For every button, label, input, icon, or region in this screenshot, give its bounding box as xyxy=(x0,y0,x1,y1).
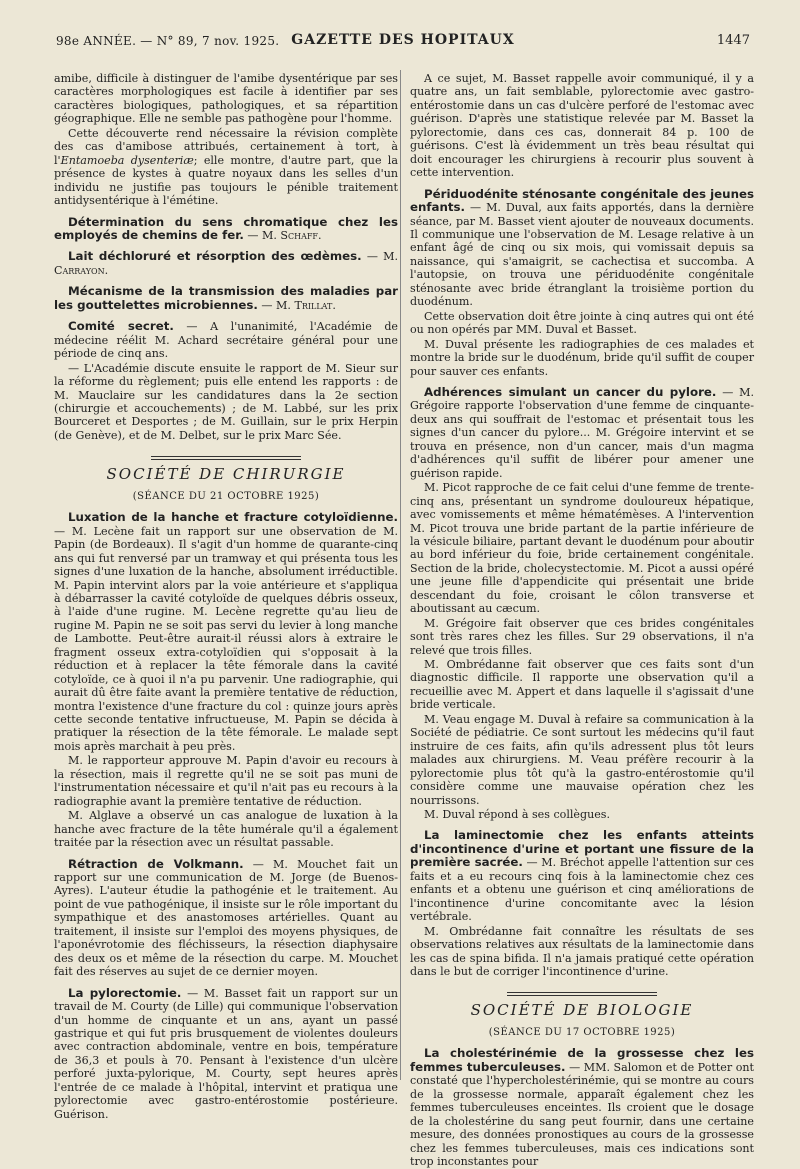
paragraph: M. Picot rapproche de ce fait celui d'une femme de trente-cinq ans, présentant un syndrome douloureux hépatique, avec vomissements et même hématémèses. A l'intervention M. Picot trouva une bride partant de la partie inférieure de la vésicule biliaire, partant devant le duodénum pour aboutir au bord inférieur du foie, bride certainement congénitale. Section de la bride, cholecystectomie. M. Picot a aussi opéré une jeune fille d'appendicite qui présentait une bride descendant du foie, croisant le côlon transverse et aboutissant au cæcum. xyxy=(410,481,754,616)
paragraph: M. Grégoire fait observer que ces brides congénitales sont très rares chez les filles. Sur 29 observations, il n'a relevé que trois filles. xyxy=(410,616,754,657)
society-heading xyxy=(410,992,754,1039)
section-title: Comité secret. xyxy=(68,319,174,334)
section-trillat: Mécanisme de la transmission des maladies par les gouttelettes microbiennes. — M. Trillat. xyxy=(54,284,398,312)
heading-rule xyxy=(507,992,657,996)
section-comite-secret: Comité secret. — A l'unanimité, l'Académie de médecine réélit M. Achard secrétaire général pour une période de cinq ans. xyxy=(54,319,398,361)
section-pylorectomie: La pylorectomie. — M. Basset fait un rapport sur un travail de M. Courty (de Lille) qui communique l'observation d'un homme de cinquante et un ans, ayant un passé gastrique et qui fut pris brusquement de violentes douleurs avec contraction abdominale, ventre en bois, température de 36,3 et pouls à 70. Pensant à l'existence d'un ulcère perforé juxta-pylorique, M. Courty, sept heures après l'entrée de ce malade à l'hôpital, intervint et pratiqua une pylorectomie avec gastro-entérostomie postérieure. Guérison. xyxy=(54,985,399,1121)
society-title: SOCIÉTÉ DE BIOLOGIE xyxy=(470,1001,694,1020)
section-title: La pylorectomie. xyxy=(68,985,182,1000)
section-periduodenite: Périduodénite sténosante congénitale des jeunes enfants. — M. Duval, aux faits apportés, dans la dernière séance, par M. Basset vient ajouter de nouveaux documents. Il communique une l'observation de M. Lesage relative à un enfant âgé de cinq ou six mois, qui vomissait depuis sa naissance, qui s'amaigrit, se cachectisa et succomba. A l'autopsie, on trouva une périduodénite congénitale sténosante avec bride étranglant la troisième portion du duodénum. xyxy=(410,186,754,309)
section-volkmann: Rétraction de Volkmann. — M. Mouchet fait un rapport sur une communication de M. Jorge (de Buenos-Ayres). L'auteur étudie la pathogénie et le traitement. Au point de vue pathogénique, il insiste sur le rôle important du sympathique et des anastomoses artérielles. Quant au traitement, il insiste sur l'emploi des moyens physiques, de l'aponévrotomie des fléchisseurs, la résection diaphysaire des deux os et même de la résection du carpe. M. Mouchet fait des réserves au sujet de ce dernier moyen. xyxy=(54,856,398,979)
paragraph: M. Duval présente les radiographies de ces malades et montre la bride sur le duodénum, bride qu'il suffit de couper pour sauver ces enfants. xyxy=(410,337,754,378)
column-divider xyxy=(400,70,401,1080)
section-title: Mécanisme de la transmission des maladies par les gouttelettes microbiennes. xyxy=(54,284,398,312)
section-carrayon: Lait déchloruré et résorption des œdèmes. — M. Carrayon. xyxy=(54,249,398,277)
journal-title: GAZETTE DES HOPITAUX xyxy=(291,32,515,48)
issue-info: 98e ANNÉE. — N° 89, 7 nov. 1925. xyxy=(56,34,280,48)
section-title: Détermination du sens chromatique chez les employés de chemins de fer. xyxy=(54,214,398,242)
section-luxation: Luxation de la hanche et fracture cotyloïdienne. — M. Lecène fait un rapport sur une observation de M. Papin (de Bordeaux). Il s'agit d'un homme de quarante-cinq ans qui fut renversé par un tramway et qui présenta tous les signes d'une luxation de la hanche, absolument irréductible. M. Papin intervint alors par la voie antérieure et s'appliqua à débarrasser la cavité cotyloïde de quelques débris osseux, à l'aide d'une rugine. M. Lecène regrette qu'au lieu de rugine M. Papin ne se soit pas servi du levier à long manche de Lambotte. Peut-être aurait-il réussi alors à extraire le fragment osseux extra-cotyloïdien qui s'opposait à la réduction et à replacer la tête fémorale dans la cavité cotyloïde, ce à quoi il n'a pu parvenir. Une radiographie, qui aurait dû être faite avant la première tentative de réduction, montra l'existence d'une fracture du col : quinze jours après cette seconde tentative infructueuse, M. Papin se décida à pratiquer la résection de la tête fémorale. Le malade sept mois après marchait à peu près. xyxy=(54,510,398,753)
section-laminectomie: La laminectomie chez les enfants atteints d'incontinence d'urine et portant une fissure de la première sacrée. — M. Bréchot appelle l'attention sur ces faits et a eu recours cinq fois à la laminectomie chez ces enfants et a obtenu une guérison et cinq améliorations de l'incontinence d'urine concomitante avec la lésion vertébrale. xyxy=(410,828,754,924)
left-column xyxy=(54,72,398,1122)
page-number: 1447 xyxy=(716,33,750,48)
paragraph: Cette observation doit être jointe à cinq autres qui ont été ou non opérés par MM. Duval et Basset. xyxy=(410,309,754,337)
heading-rule xyxy=(151,456,301,460)
paragraph: M. Veau engage M. Duval à refaire sa communication à la Société de pédiatrie. Ce sont surtout les médecins qu'il faut instruire de ces faits, afin qu'ils adressent plus tôt leurs malades aux chirurgiens. M. Veau préfère recourir à la pylorectomie plus tôt qu'à la gastro-entérostomie qu'il considère comme une mauvaise opération chez les nourrissons. xyxy=(410,712,754,807)
section-title: Rétraction de Volkmann. xyxy=(68,856,244,871)
session-date: (SÉANCE DU 21 OCTOBRE 1925) xyxy=(132,490,320,502)
paragraph: M. Ombrédanne fait connaître les résultats de ses observations relatives aux résultats de la laminectomie dans les cas de spina bifida. Il n'a jamais pratiqué cette opération dans le but de corriger l'incontinence d'urine. xyxy=(410,924,754,978)
section-title: Lait déchloruré et résorption des œdèmes. xyxy=(68,249,362,264)
paragraph: Cette découverte rend nécessaire la révision complète des cas d'amibose attribués, certainement à tort, à l'Entamoeba dysenteriæ; elle montre, d'autre part, que la présence de kystes à quatre noyaux dans les selles d'un individu ne justifie pas toujours le pénible traitement antidysentérique à l'émétine. xyxy=(54,126,398,208)
section-schaff: Détermination du sens chromatique chez les employés de chemins de fer. — M. Schaff. xyxy=(54,214,398,242)
page-header xyxy=(56,30,750,56)
session-date: (SÉANCE DU 17 OCTOBRE 1925) xyxy=(488,1026,676,1038)
section-title: Périduodénite sténosante congénitale des jeunes enfants. xyxy=(410,186,754,215)
paragraph: M. Ombrédanne fait observer que ces faits sont d'un diagnostic difficile. Il rapporte une observation qu'il a recueillie avec M. Appert et dans laquelle il s'agissait d'une bride verticale. xyxy=(410,658,754,712)
section-title: La laminectomie chez les enfants atteints d'incontinence d'urine et portant une fissure de la première sacrée. xyxy=(410,828,754,870)
section-cholesterinemie: La cholestérinémie de la grossesse chez les femmes tuberculeuses. — MM. Salomon et de Potter ont constaté que l'hypercholestérinémie, qui se montre au cours de la grossesse normale, apparaît également chez les femmes tuberculeuses enceintes. Ils croient que le dosage de la cholestérine du sang peut fournir, dans une certaine mesure, des données pronostiques au cours de la grossesse chez les femmes tuberculeuses, mais ces indications sont trop inconstantes pour xyxy=(410,1046,754,1168)
paragraph: A ce sujet, M. Basset rappelle avoir communiqué, il y a quatre ans, un fait semblable, pylorectomie avec gastro-entérostomie dans un cas d'ulcère perforé de l'estomac avec guérison. D'après une statistique relevée par M. Basset la pylorectomie, dans ces cas, donnerait 84 p. 100 de guérisons. C'est là évidemment un très beau résultat qui doit encourager les chirurgiens à recourir plus souvent à cette intervention. xyxy=(410,72,754,180)
section-adherences: Adhérences simulant un cancer du pylore. — M. Grégoire rapporte l'observation d'une femme de cinquante-deux ans qui souffrait de l'estomac et présentait tous les signes d'un cancer du pylore... M. Grégoire intervint et se trouva en présence, non d'un cancer, mais d'un magma d'adhérences qu'il suffit de libérer pour amener une guérison rapide. xyxy=(410,384,754,480)
paragraph: M. le rapporteur approuve M. Papin d'avoir eu recours à la résection, mais il regrette qu'il ne se soit pas muni de l'instrumentation nécessaire et qu'il n'ait pas eu recours à la radiographie avant la première tentative de réduction. xyxy=(54,754,398,808)
paragraph: M. Alglave a observé un cas analogue de luxation à la hanche avec fracture de la tête humérale qu'il a également traitée par la résection avec un résultat passable. xyxy=(54,809,398,850)
paragraph: M. Duval répond à ses collègues. xyxy=(424,808,611,822)
society-title: SOCIÉTÉ DE CHIRURGIE xyxy=(106,465,346,484)
section-title: La cholestérinémie de la grossesse chez les femmes tuberculeuses. xyxy=(410,1046,754,1074)
society-heading xyxy=(54,456,398,503)
section-title: Adhérences simulant un cancer du pylore. xyxy=(424,384,717,399)
paragraph: — L'Académie discute ensuite le rapport de M. Sieur sur la réforme du règlement; puis elle entend les rapports : de M. Mauclaire sur les candidatures dans la 2e section (chirurgie et accouchements) ; de M. Labbé, sur les prix Bourceret et Desportes ; de M. Guillain, sur le prix Herpin (de Genève), et de M. Delbet, sur le prix Marc Sée. xyxy=(54,361,398,442)
paragraph: amibe, difficile à distinguer de l'amibe dysentérique par ses caractères morphologiques est facile à identifier par ses caractères biologiques, pathologiques, et sa répartition géographique. Elle ne semble pas pathogène pour l'homme. xyxy=(54,72,398,126)
right-column xyxy=(410,72,754,1169)
section-title: Luxation de la hanche et fracture cotyloïdienne. xyxy=(68,510,398,525)
